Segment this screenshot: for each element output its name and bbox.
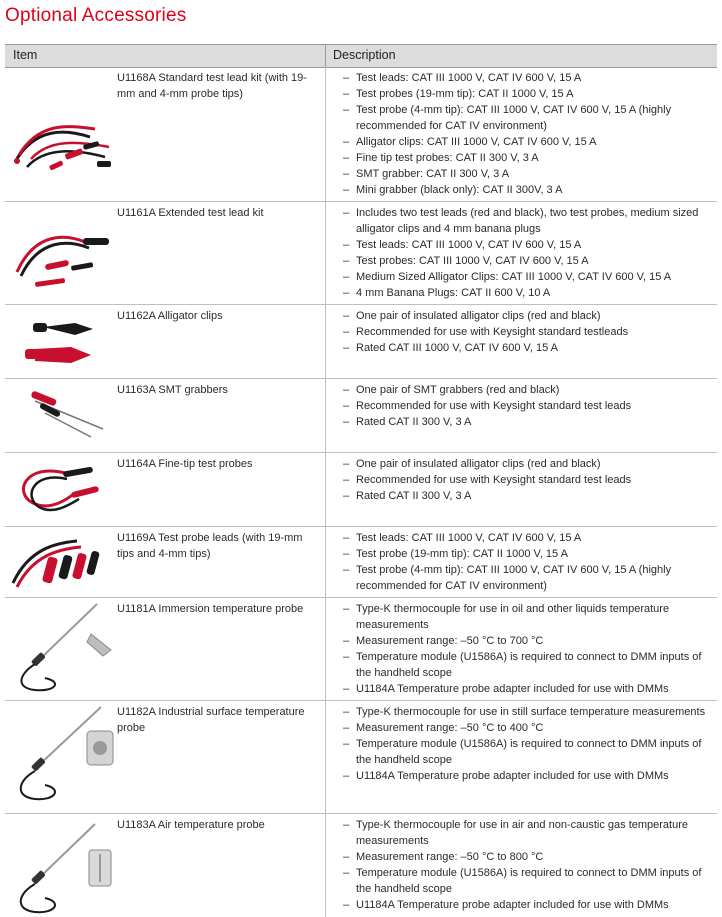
table-row (5, 202, 717, 305)
spec-item: – Temperature module (U1586A) is required to connect to DMM inputs of the handheld scope (341, 865, 713, 897)
extended-lead-kit-icon (5, 202, 117, 304)
spec-item: – Recommended for use with Keysight standard test leads (341, 472, 713, 488)
air-probe-icon (5, 814, 117, 917)
spec-list (341, 704, 713, 784)
product-name: U1164A Fine-tip test probes (117, 458, 253, 470)
table-row (5, 598, 717, 701)
spec-item: – Type-K thermocouple for use in air and non-caustic gas temperature measurements (341, 817, 713, 849)
spec-item: – Measurement range: –50 °C to 400 °C (341, 720, 713, 736)
table-row (5, 67, 717, 202)
spec-item: – Test probes (19-mm tip): CAT II 1000 V, 15 A (341, 86, 713, 102)
spec-item: – Fine tip test probes: CAT II 300 V, 3 A (341, 150, 713, 166)
product-name: U1182A Industrial surface temperature probe (117, 706, 305, 734)
spec-item: – Test leads: CAT III 1000 V, CAT IV 600 V, 15 A (341, 530, 713, 546)
spec-list (341, 70, 713, 198)
spec-item: – Test probe (19-mm tip): CAT II 1000 V, 15 A (341, 546, 713, 562)
spec-list (341, 601, 713, 697)
spec-item: – Rated CAT II 300 V, 3 A (341, 414, 713, 430)
description-column-header: Description (333, 48, 396, 62)
product-name: U1161A Extended test lead kit (117, 207, 264, 219)
product-name: U1169A Test probe leads (with 19-mm tips and 4-mm tips) (117, 532, 303, 560)
spec-list (341, 205, 713, 301)
spec-item: – Recommended for use with Keysight standard testleads (341, 324, 713, 340)
spec-item: – Measurement range: –50 °C to 700 °C (341, 633, 713, 649)
spec-item: – Type-K thermocouple for use in still surface temperature measurements (341, 704, 713, 720)
spec-list (341, 817, 713, 913)
spec-list (341, 456, 713, 504)
table-row (5, 379, 717, 453)
spec-list (341, 382, 713, 430)
test-probe-leads-icon (5, 527, 117, 597)
spec-item: – One pair of insulated alligator clips (red and black) (341, 456, 713, 472)
product-name: U1162A Alligator clips (117, 310, 223, 322)
spec-item: – Rated CAT III 1000 V, CAT IV 600 V, 15 A (341, 340, 713, 356)
page-title: Optional Accessories (5, 5, 187, 26)
table-row (5, 527, 717, 598)
surface-probe-icon (5, 701, 117, 813)
product-name: U1163A SMT grabbers (117, 384, 228, 396)
spec-list (341, 530, 713, 594)
item-column-header: Item (13, 48, 38, 62)
product-name: U1183A Air temperature probe (117, 819, 265, 831)
fine-tip-probes-icon (5, 453, 117, 526)
spec-item: – Measurement range: –50 °C to 800 °C (341, 849, 713, 865)
product-name: U1168A Standard test lead kit (with 19-mm and 4-mm probe tips) (117, 72, 307, 100)
spec-item: – Type-K thermocouple for use in oil and other liquids temperature measurements (341, 601, 713, 633)
spec-item: – U1184A Temperature probe adapter included for use with DMMs (341, 897, 713, 913)
spec-item: – Test leads: CAT III 1000 V, CAT IV 600 V, 15 A (341, 70, 713, 86)
spec-item: – Alligator clips: CAT III 1000 V, CAT IV 600 V, 15 A (341, 134, 713, 150)
spec-item: – U1184A Temperature probe adapter included for use with DMMs (341, 768, 713, 784)
table-header (5, 44, 717, 68)
header-divider (325, 45, 326, 67)
spec-item: – Recommended for use with Keysight standard test leads (341, 398, 713, 414)
alligator-clips-icon (5, 305, 117, 378)
spec-item: – Test probe (4-mm tip): CAT III 1000 V, CAT IV 600 V, 15 A (highly recommended for CAT IV environment) (341, 562, 713, 594)
table-row (5, 305, 717, 379)
spec-item: – U1184A Temperature probe adapter included for use with DMMs (341, 681, 713, 697)
spec-item: – Includes two test leads (red and black), two test probes, medium sized alligator clips and 4 mm banana plugs (341, 205, 713, 237)
table-row (5, 814, 717, 917)
spec-item: – One pair of SMT grabbers (red and black) (341, 382, 713, 398)
spec-item: – Temperature module (U1586A) is required to connect to DMM inputs of the handheld scope (341, 649, 713, 681)
product-name: U1181A Immersion temperature probe (117, 603, 304, 615)
spec-item: – 4 mm Banana Plugs: CAT II 600 V, 10 A (341, 285, 713, 301)
spec-item: – Medium Sized Alligator Clips: CAT III 1000 V, CAT IV 600 V, 15 A (341, 269, 713, 285)
spec-item: – Mini grabber (black only): CAT II 300V, 3 A (341, 182, 713, 198)
spec-list (341, 308, 713, 356)
table-row (5, 453, 717, 527)
spec-item: – One pair of insulated alligator clips (red and black) (341, 308, 713, 324)
immersion-probe-icon (5, 598, 117, 700)
spec-item: – Temperature module (U1586A) is required to connect to DMM inputs of the handheld scope (341, 736, 713, 768)
spec-item: – Test probes: CAT III 1000 V, CAT IV 600 V, 15 A (341, 253, 713, 269)
spec-item: – Test probe (4-mm tip): CAT III 1000 V, CAT IV 600 V, 15 A (highly recommended for CAT IV environment) (341, 102, 713, 134)
spec-item: – SMT grabber: CAT II 300 V, 3 A (341, 166, 713, 182)
smt-grabbers-icon (5, 379, 117, 452)
spec-item: – Test leads: CAT III 1000 V, CAT IV 600 V, 15 A (341, 237, 713, 253)
spec-item: – Rated CAT II 300 V, 3 A (341, 488, 713, 504)
test-lead-kit-icon (5, 67, 117, 201)
table-row (5, 701, 717, 814)
